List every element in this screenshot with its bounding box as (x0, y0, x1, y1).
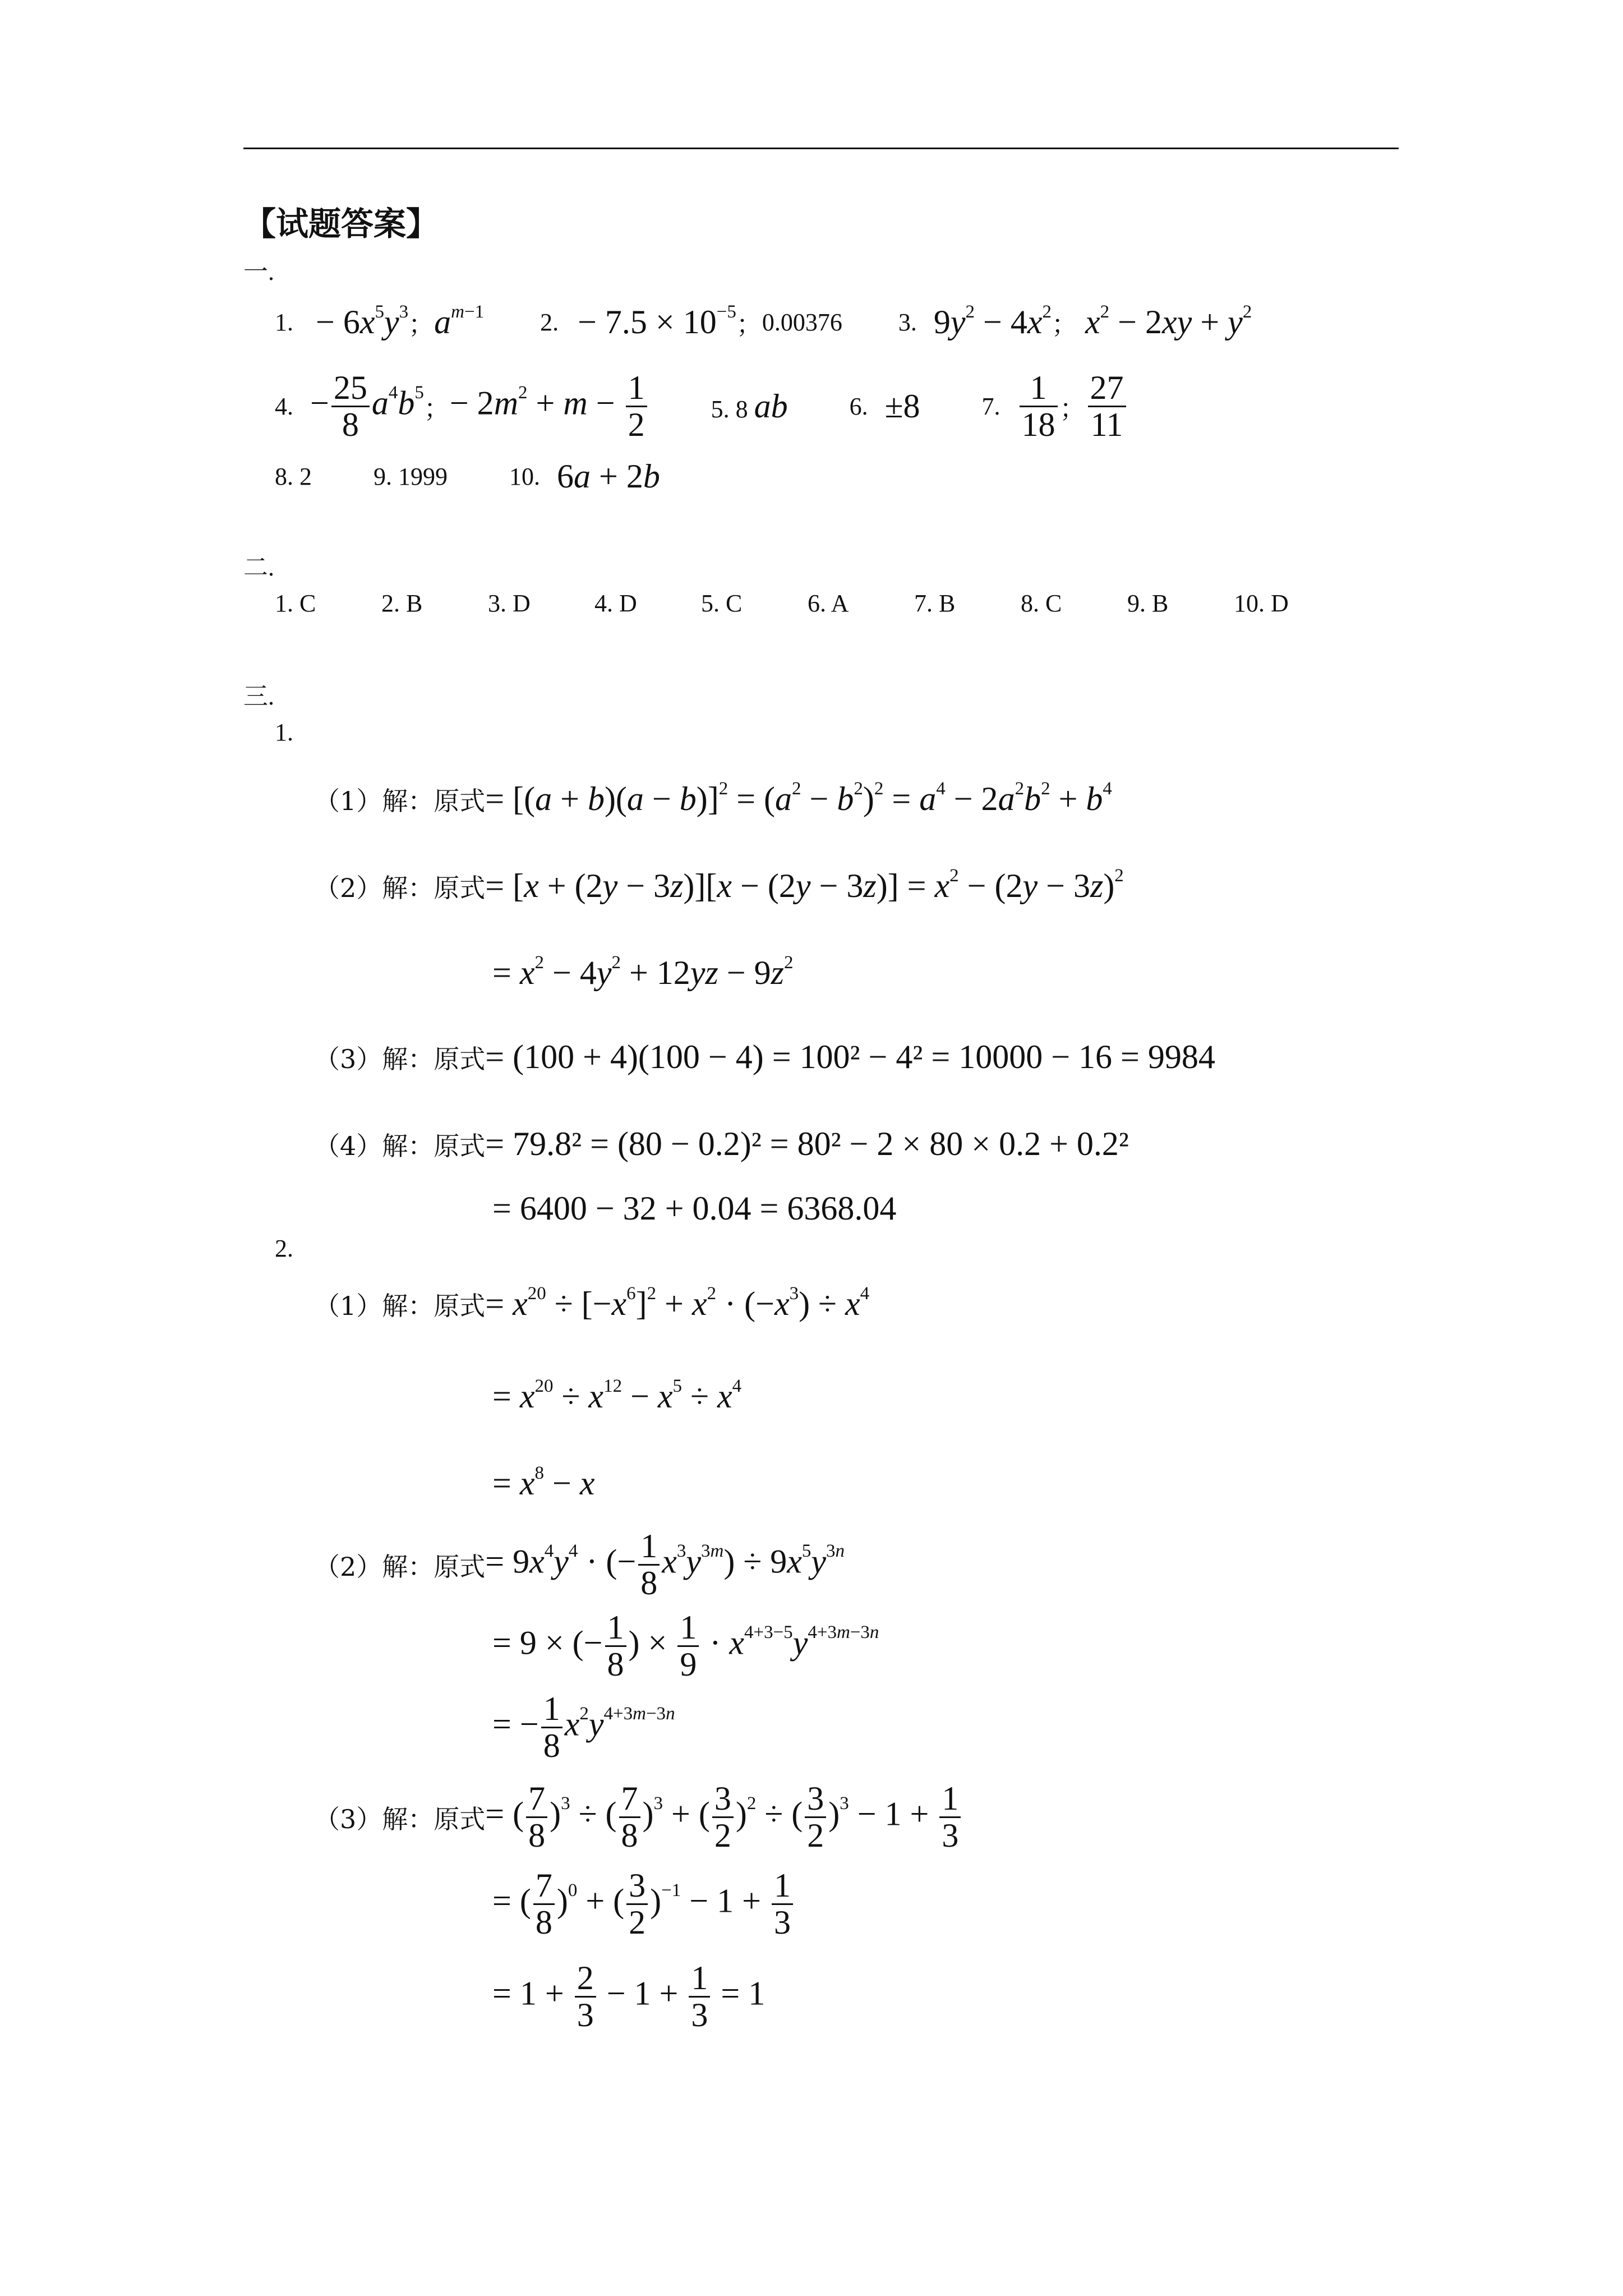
q10-answer: 6a + 2b (557, 458, 660, 495)
q4-answer: − $\frac{25}{8}$ $a^4b^5$ (310, 369, 424, 443)
q6-number: 6. (849, 393, 868, 420)
mc-answer: 10. D (1234, 590, 1289, 617)
solution-prefix: （1）解：原式 (314, 1290, 486, 1321)
solution-expression: = $[(a + b)(a - b)]^2 = (a^2 - b^2)^2 = a^4 - 2a^2b^2 + b^4$ (485, 778, 1112, 817)
section1-row1: 1. − $6x^5y^3$ ； $a^{m-1}$ 2. − $7.5 \times 10^{-5}$ ； 0.00376 3. $9y^2 - 4x^2$ ； $x^2 - 2xy + y^2$ (275, 301, 1252, 341)
section1-row3 (275, 457, 660, 496)
solution-1-4-line2: = 6400 − 32 + 0.04 = 6368.04 (492, 1190, 897, 1227)
solution-1-4 (314, 1125, 1129, 1163)
section2-answers (275, 589, 1289, 618)
q8-answer: 8. 2 (275, 463, 312, 490)
q1-answer-2: $a^{m-1}$ (434, 301, 485, 341)
q1-number: 1. (275, 309, 293, 336)
q7-number: 7. (981, 393, 1000, 420)
q3-answer: $9y^2 - 4x^2$ (933, 301, 1052, 341)
q2-answer-2: 0.00376 (762, 309, 842, 336)
solution-1-3 (314, 1038, 1215, 1076)
section1-row2: 4. − $\frac{25}{8}$ $a^4b^5$ ； − $2m^2 + m$ − $\frac{1}{2}$ 5. 8 ab 6. ±8 7. $\frac{1}{18}$ ； $\frac{27}{11}$ (275, 370, 1128, 443)
solution-prefix: （3）解：原式 (314, 1043, 486, 1074)
mc-answer: 5. C (701, 590, 743, 617)
q2-answer: − $7.5 \times 10^{-5}$ (578, 301, 736, 341)
solution-2-2-line2: = 9 × (− $\frac{1}{8}$ ) × $\frac{1}{9}$ · $x^{4+3-5}y^{4+3m-3n}$ (492, 1609, 879, 1683)
section2-label: 二. (243, 554, 274, 581)
solution-expression: = $9x^4y^4$ · (− $\frac{1}{8}$ $x^3y^{3m}) \div 9x^5y^{3n}$ (485, 1527, 845, 1602)
solution-2-3-line3: = 1 + $\frac{2}{3}$ − 1 + $\frac{1}{3}$ = 1 (492, 1959, 766, 2033)
q4-number: 4. (275, 393, 293, 420)
solution-expression: = $[x + (2y - 3z)][x - (2y - 3z)] = x^2 - (2y - 3z)^2$ (485, 865, 1124, 904)
q3-answer-2: $x^2 - 2xy + y^2$ (1085, 301, 1252, 341)
solution-prefix: （2）解：原式 (314, 1551, 486, 1582)
solution-prefix: （3）解：原式 (314, 1803, 486, 1834)
mc-answer: 3. D (488, 590, 531, 617)
q10-number: 10. (509, 463, 540, 490)
solution-expression: = $x^{20} \div [-x^6]^2 + x^2 \cdot (-x^3) \div x^4$ (485, 1283, 870, 1322)
section1-label: 一. (243, 258, 274, 286)
solution-expression: = (100 + 4)(100 − 4) = 100² − 4² = 10000 − 16 = 9984 (485, 1038, 1215, 1075)
section3-label: 三. (243, 683, 274, 710)
q2-number: 2. (540, 309, 559, 336)
q9-answer: 9. 1999 (374, 463, 448, 490)
solution-2-3 (314, 1781, 963, 1853)
q7-answer-2: $\frac{27}{11}$ (1086, 370, 1128, 443)
solution-2-1-line3: = $x^8 - x$ (492, 1462, 595, 1502)
solution-2-1 (314, 1285, 869, 1323)
solution-prefix: （1）解：原式 (314, 785, 486, 816)
page-title: 【试题答案】 (243, 205, 439, 243)
mc-answer: 1. C (275, 590, 316, 617)
solution-2-2-line3: = − $\frac{1}{8}$ $x^2y^{4+3m-3n}$ (492, 1690, 675, 1764)
solution-1-2 (314, 867, 1124, 905)
solution-2-3-line2: = ( $\frac{7}{8}$ )$^0$ + ( $\frac{3}{2}$ )$^{-1}$ − 1 + $\frac{1}{3}$ (492, 1868, 795, 1940)
solution-expression: = 79.8² = (80 − 0.2)² = 80² − 2 × 80 × 0.2 + 0.2² (485, 1125, 1129, 1162)
q4-answer-2: − $2m^2 + m$ − $\frac{1}{2}$ (450, 370, 649, 443)
q7-answer: $\frac{1}{18}$ (1017, 370, 1060, 443)
mc-answer: 4. D (594, 590, 637, 617)
q6-answer: ±8 (884, 388, 920, 425)
solution-prefix: （2）解：原式 (314, 872, 486, 903)
solution-prefix: （4）解：原式 (314, 1130, 486, 1161)
q1-answer: − $6x^5y^3$ (316, 301, 409, 341)
mc-answer: 2. B (381, 590, 423, 617)
solution-expression: = ( $\frac{7}{8}$ )$^3$ ÷ ( $\frac{7}{8}$ )$^3$ + ( $\frac{3}{2}$ )$^2$ ÷ ( $\frac{3}{2}$ )$^3$ − 1 + $\frac{1}{3}$ (485, 1781, 963, 1853)
mc-answer: 6. A (808, 590, 849, 617)
q3-number: 3. (898, 309, 917, 336)
solution-1-2-line2: = $x^2 - 4y^2 + 12yz - 9z^2$ (492, 952, 794, 991)
mc-answer: 7. B (914, 590, 956, 617)
solution-1-1 (314, 780, 1112, 818)
solution-2-1-line2: = $x^{20} \div x^{12} - x^5 \div x^4$ (492, 1375, 742, 1415)
mc-answer: 8. C (1021, 590, 1062, 617)
problem1-label: 1. (275, 719, 293, 746)
solution-2-2 (314, 1529, 845, 1601)
header-rule (243, 148, 1399, 149)
q5-answer: 5. 8 ab (711, 388, 788, 425)
problem2-label: 2. (275, 1235, 293, 1262)
mc-answer: 9. B (1127, 590, 1169, 617)
